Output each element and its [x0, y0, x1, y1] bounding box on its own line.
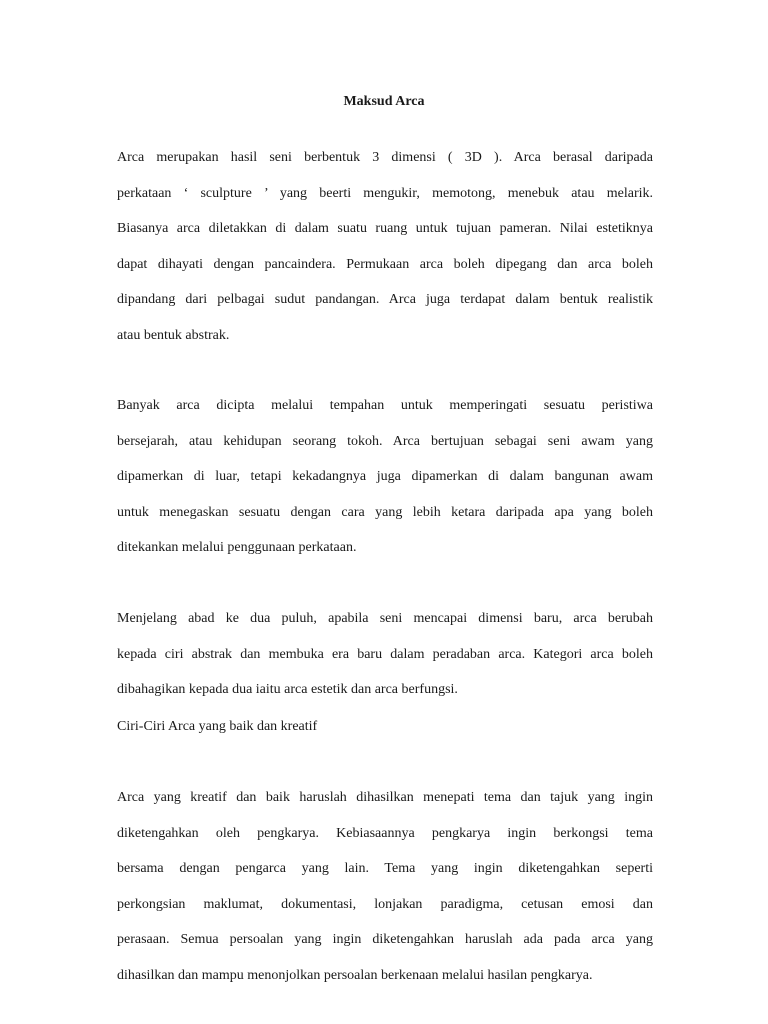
text-line: Biasanya arca diletakkan di dalam suatu ruang untuk tujuan pameran. Nilai estetiknya [117, 221, 653, 236]
paragraph-3 [117, 601, 653, 708]
subheading: Ciri-Ciri Arca yang baik dan kreatif [117, 719, 318, 734]
text-line: perkongsian maklumat, dokumentasi, lonjakan paradigma, cetusan emosi dan [117, 896, 653, 912]
text-line: dipandang dari pelbagai sudut pandangan. Arca juga terdapat dalam bentuk realistik [117, 292, 653, 307]
text-line: Arca merupakan hasil seni berbentuk 3 dimensi ( 3D ). Arca berasal daripada [117, 150, 653, 165]
text-line: ditekankan melalui penggunaan perkataan. [117, 540, 357, 555]
text-line: dipamerkan di luar, tetapi kekadangnya juga dipamerkan di dalam bangunan awam [117, 469, 653, 484]
text-line: diketengahkan oleh pengkarya. Kebiasaannya pengkarya ingin berkongsi tema [117, 825, 653, 841]
paragraph-1 [117, 140, 653, 353]
text-line: bersama dengan pengarca yang lain. Tema yang ingin diketengahkan seperti [117, 861, 653, 876]
text-line: dibahagikan kepada dua iaitu arca estetik dan arca berfungsi. [117, 682, 458, 697]
text-line: kepada ciri abstrak dan membuka era baru dalam peradaban arca. Kategori arca boleh [117, 646, 653, 662]
text-line: perasaan. Semua persoalan yang ingin diketengahkan haruslah ada pada arca yang [117, 932, 653, 947]
text-line: perkataan ‘ sculpture ’ yang beerti mengukir, memotong, menebuk atau melarik. [117, 185, 653, 201]
page-title: Maksud Arca [343, 94, 425, 109]
paragraph-4 [117, 780, 653, 993]
paragraph-2 [117, 388, 653, 566]
text-line: dihasilkan dan mampu menonjolkan persoalan berkenaan melalui hasilan pengkarya. [117, 967, 593, 983]
text-line: Arca yang kreatif dan baik haruslah dihasilkan menepati tema dan tajuk yang ingin [117, 790, 653, 805]
text-line: Menjelang abad ke dua puluh, apabila seni mencapai dimensi baru, arca berubah [117, 611, 653, 626]
text-line: dapat dihayati dengan pancaindera. Permukaan arca boleh dipegang dan arca boleh [117, 256, 653, 272]
text-line: untuk menegaskan sesuatu dengan cara yang lebih ketara daripada apa yang boleh [117, 504, 653, 520]
text-line: bersejarah, atau kehidupan seorang tokoh. Arca bertujuan sebagai seni awam yang [117, 433, 653, 449]
text-line: Banyak arca dicipta melalui tempahan untuk memperingati sesuatu peristiwa [117, 398, 653, 413]
text-line: atau bentuk abstrak. [117, 327, 230, 343]
